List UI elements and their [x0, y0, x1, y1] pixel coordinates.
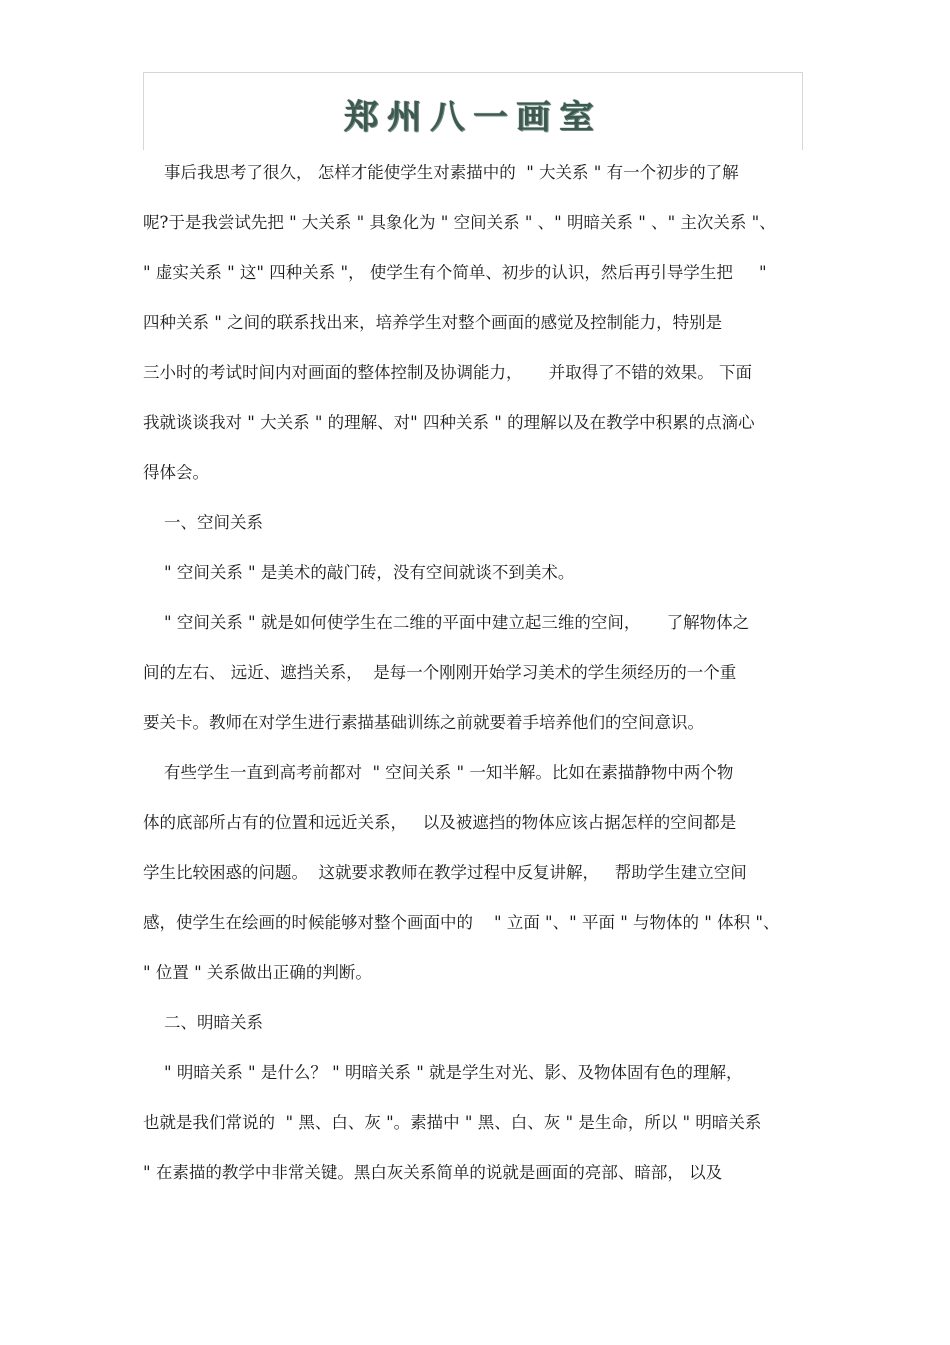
paragraph-line: 四种关系 " 之间的联系找出来，培养学生对整个画面的感觉及控制能力，特别是: [143, 313, 723, 332]
header-banner: [143, 72, 803, 150]
paragraph-line: " 明暗关系 " 是什么？ " 明暗关系 " 就是学生对光、影、及物体固有色的理解，: [143, 1063, 743, 1082]
paragraph-line: " 位置 " 关系做出正确的判断。: [143, 963, 372, 982]
paragraph-line: " 虚实关系 " 这" 四种关系 "， 使学生有个简单、初步的认识，然后再引导学生把 ": [143, 263, 767, 282]
paragraph-line: 呢?于是我尝试先把 " 大关系 " 具象化为 " 空间关系 " 、" 明暗关系 " 、" 主次关系 "、: [143, 213, 776, 232]
paragraph-line: 学生比较困惑的问题。 这就要求教师在教学过程中反复讲解， 帮助学生建立空间: [143, 863, 747, 882]
paragraph-line: 三小时的考试时间内对画面的整体控制及协调能力， 并取得了不错的效果。 下面: [143, 363, 752, 382]
paragraph-line: 得体会。: [143, 463, 209, 482]
paragraph-line: 有些学生一直到高考前都对 " 空间关系 " 一知半解。比如在素描静物中两个物: [143, 763, 734, 782]
paragraph-line: 感，使学生在绘画的时候能够对整个画面中的 " 立面 "、" 平面 " 与物体的 " 体积 "、: [143, 913, 780, 932]
section-heading: 二、明暗关系: [143, 1013, 263, 1032]
paragraph-line: 事后我思考了很久， 怎样才能使学生对素描中的 " 大关系 " 有一个初步的了解: [143, 163, 739, 182]
paragraph-line: " 在素描的教学中非常关键。黑白灰关系简单的说就是画面的亮部、暗部， 以及: [143, 1163, 723, 1182]
studio-logo: 郑州八一画室: [343, 97, 603, 136]
paragraph-line: " 空间关系 " 是美术的敲门砖，没有空间就谈不到美术。: [143, 563, 575, 582]
paragraph-line: 也就是我们常说的 " 黑、白、灰 "。素描中 " 黑、白、灰 " 是生命，所以 " 明暗关系: [143, 1113, 762, 1132]
document-body: [143, 158, 813, 1208]
paragraph-line: 间的左右、 远近、遮挡关系， 是每一个刚刚开始学习美术的学生须经历的一个重: [143, 663, 737, 682]
paragraph-line: 要关卡。教师在对学生进行素描基础训练之前就要着手培养他们的空间意识。: [143, 713, 704, 732]
section-heading: 一、空间关系: [143, 513, 263, 532]
paragraph-line: " 空间关系 " 就是如何使学生在二维的平面中建立起三维的空间， 了解物体之: [143, 613, 750, 632]
paragraph-line: 我就谈谈我对 " 大关系 " 的理解、对" 四种关系 " 的理解以及在教学中积累的点滴心: [143, 413, 755, 432]
paragraph-line: 体的底部所占有的位置和远近关系， 以及被遮挡的物体应该占据怎样的空间都是: [143, 813, 737, 832]
